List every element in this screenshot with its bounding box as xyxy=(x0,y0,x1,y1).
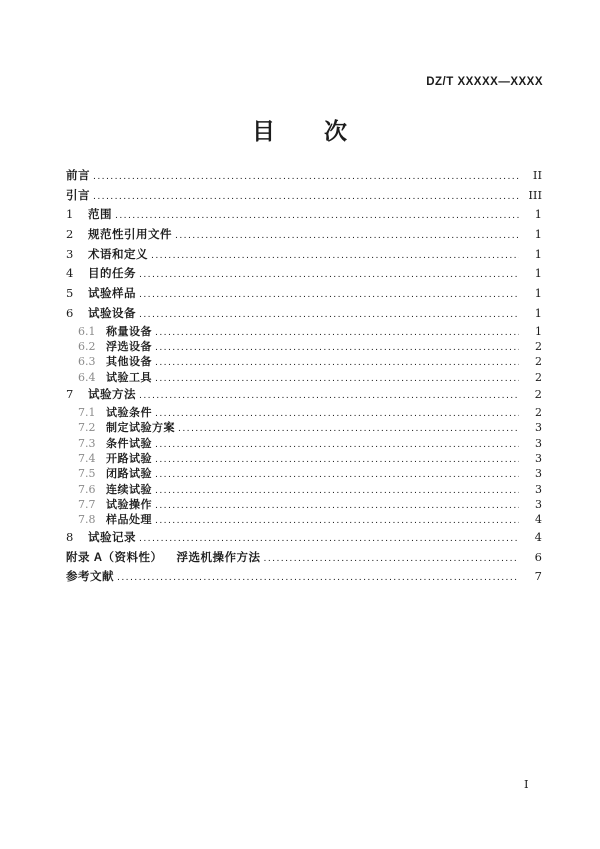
toc-entry xyxy=(66,324,542,339)
toc-entry-label: 试验操作 xyxy=(106,499,152,512)
toc-entry-number: 7.8 xyxy=(78,513,96,527)
toc-entry xyxy=(66,405,542,420)
toc-entry xyxy=(66,264,542,284)
toc-entry-page: 2 xyxy=(535,405,542,419)
toc-entry xyxy=(66,385,542,405)
standard-number: DZ/T XXXXX—XXXX xyxy=(426,76,543,88)
toc-entry-number: 6.1 xyxy=(78,324,96,338)
dot-leader xyxy=(155,498,519,513)
dot-leader xyxy=(93,187,519,207)
toc-entry-page: II xyxy=(532,168,542,182)
toc-entry-number: 1 xyxy=(66,207,74,222)
toc-entry xyxy=(66,245,542,265)
toc-entry xyxy=(66,548,542,568)
toc-entry-number: 7.4 xyxy=(78,451,96,465)
toc-entry-number: 7.5 xyxy=(78,467,96,481)
toc-entry-page: 3 xyxy=(535,436,542,450)
toc-entry-page: 2 xyxy=(535,370,542,384)
dot-leader xyxy=(93,167,519,187)
dot-leader xyxy=(139,285,519,305)
toc-entry-number: 6.3 xyxy=(78,355,96,369)
toc-entry xyxy=(66,225,542,245)
toc-entry-page: 1 xyxy=(534,227,542,242)
toc-entry xyxy=(66,482,542,497)
dot-leader xyxy=(139,305,519,325)
toc-entry-number: 8 xyxy=(66,529,74,544)
toc-entry xyxy=(66,284,542,304)
toc-entry-number: 7.7 xyxy=(78,498,96,512)
toc-entry xyxy=(66,339,542,354)
toc-entry-label: 试验样品 xyxy=(88,288,136,301)
toc-entry-page: III xyxy=(528,187,542,202)
toc-entry-number: 6.4 xyxy=(78,370,96,384)
dot-leader xyxy=(264,549,520,569)
toc-entry-label: 试验方法 xyxy=(88,389,136,402)
toc-entry-number: 4 xyxy=(66,266,74,281)
dot-leader xyxy=(178,421,519,436)
toc-entry xyxy=(66,370,542,385)
toc-entry xyxy=(66,304,542,324)
toc-entry-page: 1 xyxy=(534,305,542,320)
toc-entry-number: 7 xyxy=(66,387,74,402)
toc-entry-page: 3 xyxy=(535,498,542,512)
toc-entry-label: 试验工具 xyxy=(106,371,152,384)
toc-entry-page: 4 xyxy=(534,529,542,544)
dot-leader xyxy=(155,371,519,386)
dot-leader xyxy=(139,529,519,549)
toc-entry-page: 1 xyxy=(534,286,542,301)
dot-leader xyxy=(155,437,519,452)
document-header xyxy=(426,72,543,90)
toc-entry-label: 试验设备 xyxy=(88,307,136,320)
toc-entry-number: 7.6 xyxy=(78,482,96,496)
dot-leader xyxy=(115,206,519,226)
toc-entry-page: 1 xyxy=(535,324,542,338)
dot-leader xyxy=(155,513,519,528)
dot-leader xyxy=(155,325,519,340)
toc-entry xyxy=(66,567,542,587)
toc-entry xyxy=(66,512,542,527)
toc-entry-label: 引言 xyxy=(66,189,90,202)
toc-entry xyxy=(66,205,542,225)
toc-entry-page: 2 xyxy=(535,339,542,353)
toc-entry-page: 3 xyxy=(535,482,542,496)
dot-leader xyxy=(139,386,519,406)
toc-entry-label: 参考文献 xyxy=(66,571,114,584)
toc-entry xyxy=(66,186,542,206)
toc-entry-label: 试验记录 xyxy=(88,531,136,544)
toc-entry-label: 闭路试验 xyxy=(106,468,152,481)
dot-leader xyxy=(155,355,519,370)
toc-entry-label: 称量设备 xyxy=(106,325,152,338)
toc-entry-label: 条件试验 xyxy=(106,437,152,450)
toc-entry xyxy=(66,497,542,512)
toc-entry-page: 4 xyxy=(535,513,542,527)
toc-entry-number: 6.2 xyxy=(78,339,96,353)
toc-entry-sublabel: 浮选机操作方法 xyxy=(176,551,261,564)
toc-entry-page: 1 xyxy=(534,246,542,261)
toc-entry-number: 7.2 xyxy=(78,421,96,435)
toc-entry-label: 其他设备 xyxy=(106,356,152,369)
toc-entry-label: 试验条件 xyxy=(106,406,152,419)
toc-entry-number: 7.3 xyxy=(78,436,96,450)
dot-leader xyxy=(155,340,519,355)
toc-entry-label: 规范性引用文件 xyxy=(88,229,172,242)
toc-entry xyxy=(66,451,542,466)
toc-entry-page: 2 xyxy=(534,387,542,402)
toc-entry-label: 样品处理 xyxy=(106,514,152,527)
page-title: 目 次 xyxy=(252,118,348,144)
toc-entry-page: 1 xyxy=(534,266,542,281)
toc-entry xyxy=(66,420,542,435)
dot-leader xyxy=(155,483,519,498)
toc-entry-label: 附录 A（资料性） xyxy=(66,551,163,564)
toc-entry xyxy=(66,354,542,369)
toc-entry xyxy=(66,436,542,451)
toc-entry-number: 3 xyxy=(66,246,74,261)
dot-leader xyxy=(155,452,519,467)
dot-leader xyxy=(139,265,519,285)
toc-entry-page: 7 xyxy=(534,569,542,584)
toc-entry-number: 6 xyxy=(66,305,74,320)
toc-entry-label: 前言 xyxy=(66,170,90,182)
toc-entry xyxy=(66,528,542,548)
dot-leader xyxy=(117,568,519,588)
toc-entry-page: 1 xyxy=(534,207,542,222)
dot-leader xyxy=(175,226,519,246)
toc-entry-label: 开路试验 xyxy=(106,452,152,465)
toc-entry-number: 2 xyxy=(66,227,74,242)
dot-leader xyxy=(151,246,519,266)
toc-entry-number: 5 xyxy=(66,286,74,301)
toc-entry-page: 3 xyxy=(535,421,542,435)
dot-leader xyxy=(155,467,519,482)
footer-page-number: I xyxy=(524,777,529,791)
dot-leader xyxy=(155,406,519,421)
toc-list xyxy=(66,166,542,587)
toc-entry-label: 制定试验方案 xyxy=(106,422,175,435)
toc-entry-page: 2 xyxy=(535,355,542,369)
toc-entry-label: 范围 xyxy=(88,209,112,222)
toc-entry xyxy=(66,466,542,481)
toc-entry-label: 浮选设备 xyxy=(106,340,152,353)
toc-entry-number: 7.1 xyxy=(78,405,96,419)
toc-entry-page: 6 xyxy=(534,549,542,564)
toc-entry-label: 术语和定义 xyxy=(88,248,148,261)
toc-entry-page: 3 xyxy=(535,467,542,481)
toc-entry-label: 连续试验 xyxy=(106,483,152,496)
toc-entry-page: 3 xyxy=(535,451,542,465)
toc-entry xyxy=(66,166,542,186)
toc-entry-label: 目的任务 xyxy=(88,268,136,281)
